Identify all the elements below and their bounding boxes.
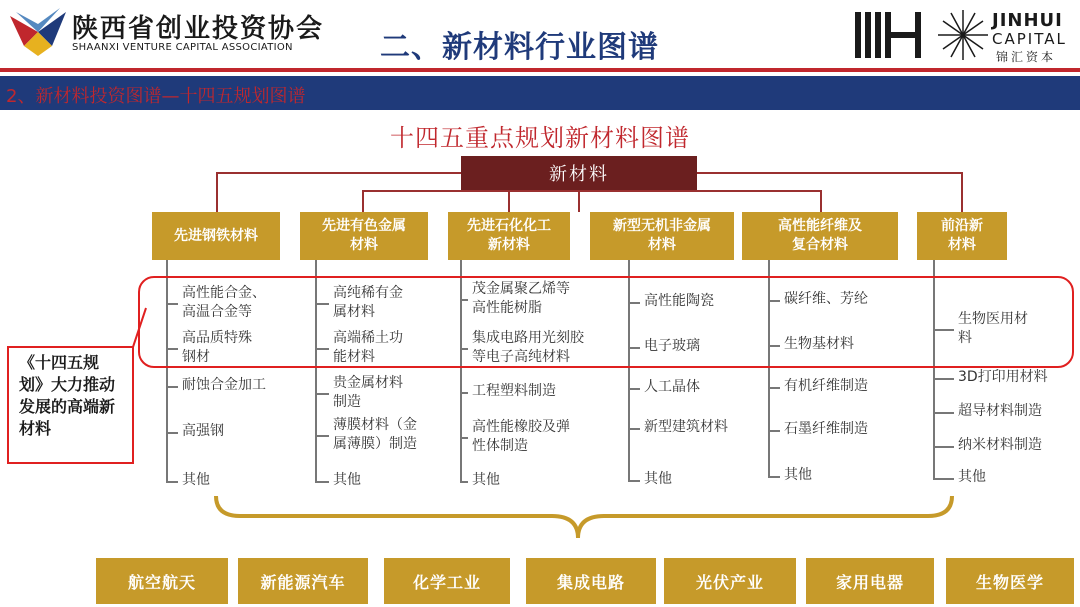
item-tick [628, 388, 640, 390]
cat-connector-6 [961, 172, 963, 212]
category-box: 先进有色金属 材料 [300, 212, 428, 260]
association-logo [8, 6, 68, 58]
material-item: 3D打印用材料 [958, 369, 1048, 385]
material-item: 有机纤维制造 [784, 378, 868, 394]
association-name-en: SHAANXI VENTURE CAPITAL ASSOCIATION [72, 42, 293, 53]
material-item: 超导材料制造 [958, 403, 1042, 419]
item-tick [166, 386, 178, 388]
association-name: 陕西省创业投资协会 [72, 14, 325, 44]
application-box: 化学工业 [384, 558, 510, 604]
material-item: 高强钢 [182, 423, 224, 439]
material-item: 其他 [958, 469, 986, 485]
category-box: 高性能纤维及 复合材料 [742, 212, 898, 260]
item-tick [768, 387, 780, 389]
item-tick [768, 476, 780, 478]
application-box: 航空航天 [96, 558, 228, 604]
application-box: 新能源汽车 [238, 558, 368, 604]
material-item: 人工晶体 [644, 379, 700, 395]
material-item: 生物基材料 [784, 336, 854, 352]
bottom-brace [212, 494, 957, 542]
material-item: 高端稀土功 能材料 [333, 330, 403, 365]
item-tick [768, 430, 780, 432]
material-item: 石墨纤维制造 [784, 421, 868, 437]
root-branch-left [216, 172, 461, 174]
material-item: 高性能陶瓷 [644, 293, 714, 309]
material-item: 电子玻璃 [644, 338, 700, 354]
material-item: 高纯稀有金 属材料 [333, 285, 403, 320]
material-item: 贵金属材料 制造 [333, 375, 403, 410]
material-item: 高性能橡胶及弹 性体制造 [472, 419, 570, 454]
material-item: 工程塑料制造 [472, 383, 556, 399]
material-item: 其他 [784, 467, 812, 483]
page-title: 二、新材料行业图谱 [380, 30, 659, 65]
category-box: 先进钢铁材料 [152, 212, 280, 260]
cat-connector-5 [820, 190, 822, 212]
item-tick [460, 481, 468, 483]
application-box: 家用电器 [806, 558, 934, 604]
material-item: 茂金属聚乙烯等 高性能树脂 [472, 281, 570, 316]
brand-subname: CAPITAL [992, 30, 1067, 48]
material-item: 高性能合金、 高温合金等 [182, 285, 266, 320]
material-item: 新型建筑材料 [644, 419, 728, 435]
root-node: 新材料 [461, 156, 697, 190]
root-stem-down [578, 190, 580, 212]
item-tick [315, 481, 329, 483]
cat-connector-1 [216, 172, 218, 212]
material-item: 薄膜材料（金 属薄膜）制造 [333, 417, 417, 452]
callout-box: 《十四五规划》大力推动发展的高端新材料 [7, 346, 134, 464]
material-item: 生物医用材 料 [958, 311, 1028, 346]
application-box: 集成电路 [526, 558, 656, 604]
item-tick [460, 392, 468, 394]
material-item: 碳纤维、芳纶 [784, 291, 868, 307]
item-tick [933, 478, 954, 480]
brand-name-cn: 锦汇资本 [996, 50, 1057, 64]
material-item: 高品质特殊 钢材 [182, 330, 252, 365]
item-tick [933, 446, 954, 448]
category-box: 前沿新 材料 [917, 212, 1007, 260]
header-divider [0, 68, 1080, 72]
cat-connector-3 [508, 190, 510, 212]
category-box: 新型无机非金属 材料 [590, 212, 734, 260]
material-item: 纳米材料制造 [958, 437, 1042, 453]
application-box: 生物医学 [946, 558, 1074, 604]
jinhui-logo [855, 6, 985, 64]
root-branch-right [697, 172, 961, 174]
material-item: 耐蚀合金加工 [182, 377, 266, 393]
item-tick [628, 428, 640, 430]
item-tick [166, 481, 178, 483]
category-box: 先进石化化工 新材料 [448, 212, 570, 260]
section-heading: 2、新材料投资图谱—十四五规划图谱 [6, 86, 306, 107]
item-tick [166, 432, 178, 434]
brand-name: JINHUI [992, 10, 1063, 31]
material-item: 其他 [182, 472, 210, 488]
item-tick [460, 437, 468, 439]
diagram-title: 十四五重点规划新材料图谱 [390, 124, 690, 152]
material-item: 其他 [644, 471, 672, 487]
application-box: 光伏产业 [664, 558, 796, 604]
material-item: 其他 [333, 472, 361, 488]
item-tick [315, 393, 329, 395]
item-tick [933, 412, 954, 414]
item-tick [628, 480, 640, 482]
item-tick [315, 435, 329, 437]
material-item: 其他 [472, 472, 500, 488]
item-tick [933, 378, 954, 380]
mid-bar [362, 190, 822, 192]
highlight-frame [138, 276, 1074, 368]
cat-connector-2 [362, 190, 364, 212]
material-item: 集成电路用光刻胶 等电子高纯材料 [472, 330, 584, 365]
